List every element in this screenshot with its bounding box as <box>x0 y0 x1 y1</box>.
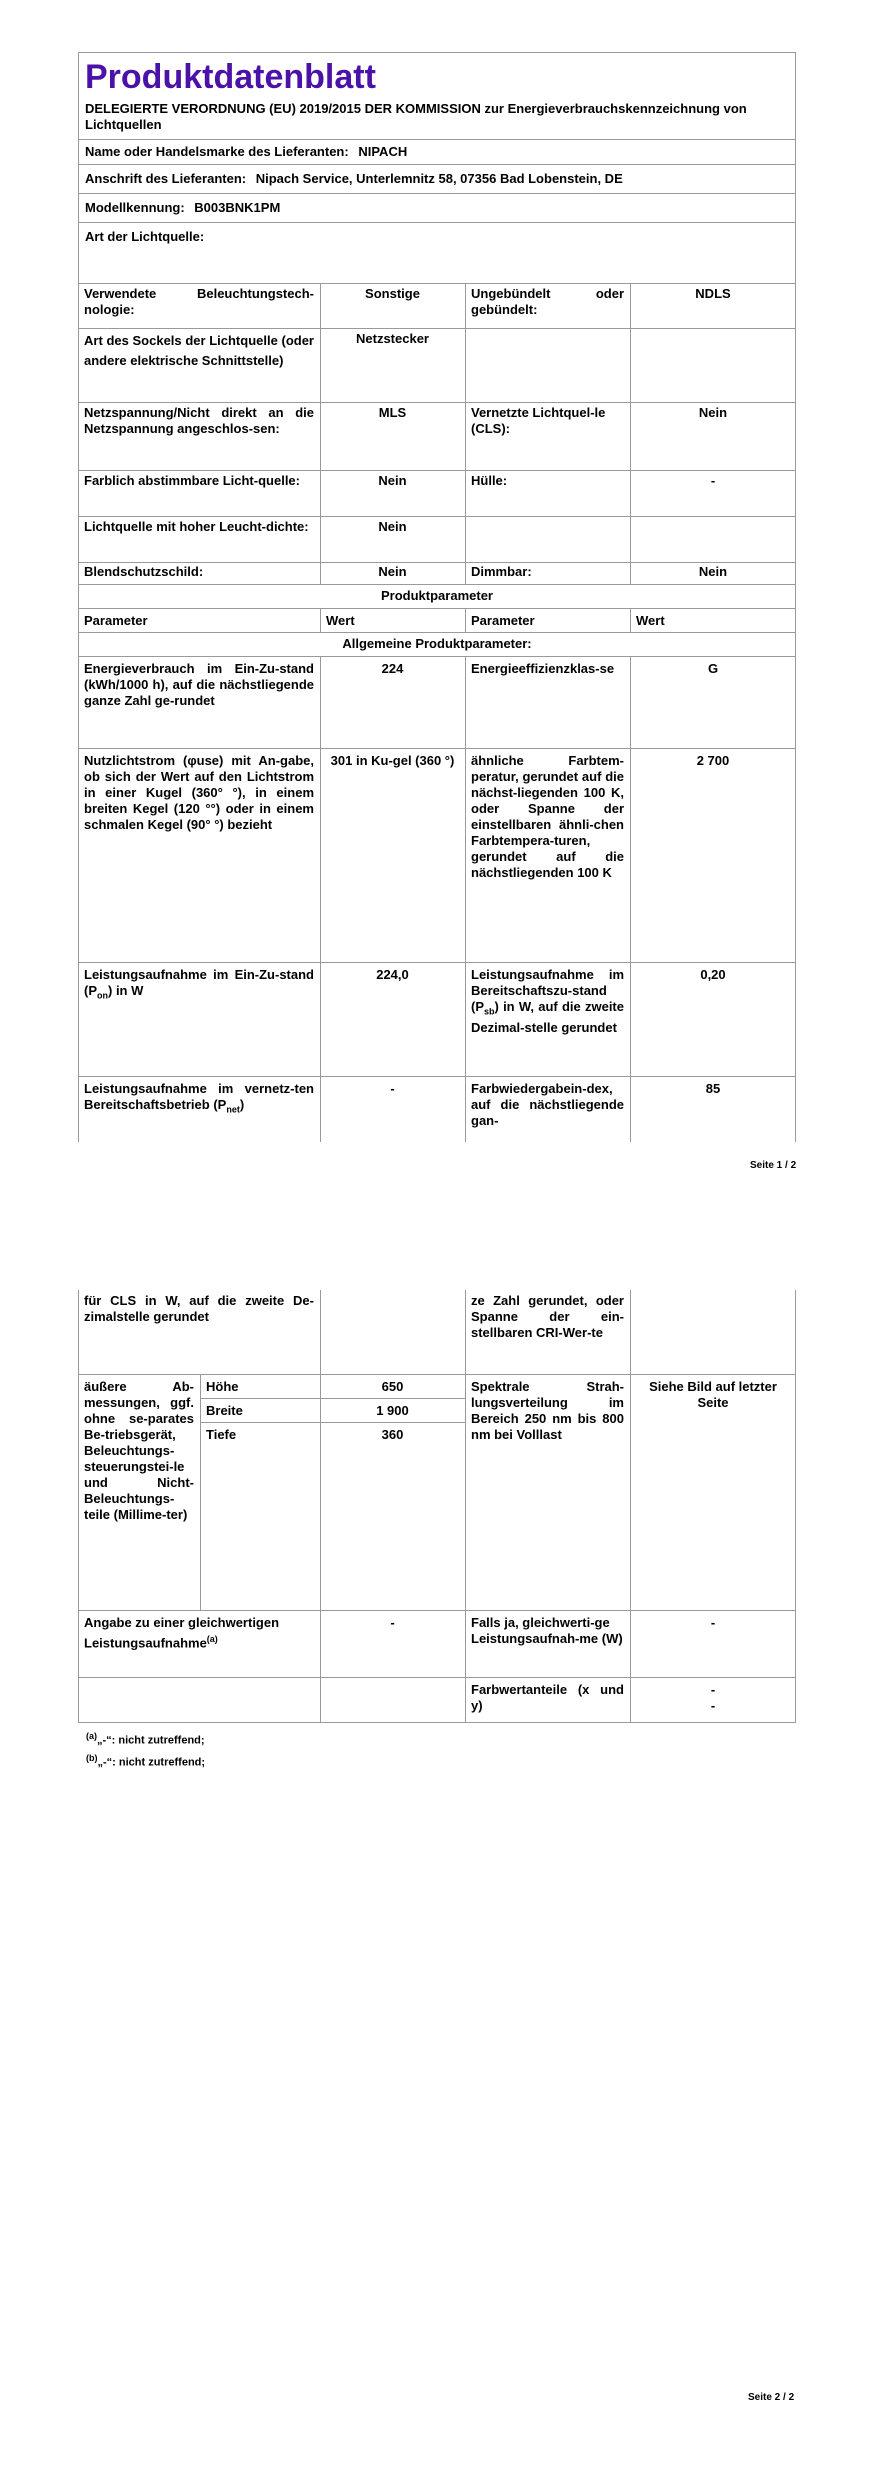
cri-label-cont: ze Zahl gerundet, oder Spanne der ein-stellbaren CRI-Wer-te <box>471 1293 624 1340</box>
bundled-label: Ungebündelt oder gebündelt: <box>471 286 624 317</box>
depth-label: Tiefe <box>206 1427 237 1442</box>
pon-value: 224,0 <box>376 967 409 982</box>
col-value-1: Wert <box>326 613 355 628</box>
address-value: Nipach Service, Unterlemnitz 58, 07356 Bad Lobenstein, DE <box>255 171 623 186</box>
supplier-value: NIPACH <box>358 144 408 159</box>
socket-value: Netzstecker <box>356 331 429 346</box>
type-label: Art der Lichtquelle: <box>85 229 205 244</box>
regulation-text: DELEGIERTE VERORDNUNG (EU) 2019/2015 DER KOMMISSION zur Energieverbrauchskennzeichnung von Lichtquellen <box>85 101 747 132</box>
chroma-label: Farbwertanteile (x und y) <box>471 1682 624 1713</box>
glare-value: Nein <box>378 564 407 579</box>
cct-label: ähnliche Farbtem-peratur, gerundet auf die nächst-liegenden 100 K, oder Spanne der einstellbaren ähnli-chen Farbtempera-turen, gerundet auf die nächstliegenden 100 K <box>471 753 624 880</box>
dim-label: Dimmbar: <box>471 564 532 579</box>
pon-label: Leistungsaufnahme im Ein-Zu-stand $(P_{on})$ in W <box>84 967 314 1001</box>
width-value: 1 900 <box>376 1403 409 1418</box>
footnote-b: $^{(b)}$„-“: nicht zutreffend; <box>86 1753 206 1769</box>
page-number-2: Seite 2 / 2 <box>748 2392 795 2403</box>
height-value: 650 <box>381 1379 404 1394</box>
bundled-value: NDLS <box>695 286 731 301</box>
psb-value: 0,20 <box>700 967 726 982</box>
model-value: B003BNK1PM <box>194 200 281 215</box>
address-row <box>79 164 795 193</box>
spd-value: Siehe Bild auf letzter Seite <box>649 1379 777 1410</box>
height-label: Höhe <box>206 1379 239 1394</box>
chroma-value-1: - <box>710 1682 716 1697</box>
col-param-2: Parameter <box>471 613 535 628</box>
equiv-value: - <box>390 1615 395 1630</box>
footnote-a: $^{(a)}$„-“: nicht zutreffend; <box>86 1731 205 1747</box>
hld-label: Lichtquelle mit hoher Leucht-dichte: <box>84 519 309 534</box>
supplier-row <box>79 139 795 164</box>
model-label: Modellkennung: <box>85 200 185 215</box>
tech-value: Sonstige <box>365 286 420 301</box>
section-product-params: Produktparameter <box>381 588 493 603</box>
energy-value: 224 <box>381 661 404 676</box>
equiv-w-label: Falls ja, gleichwerti-ge Leistungsaufnah-me (W) <box>471 1615 623 1646</box>
cct-value: 2 700 <box>696 753 730 768</box>
pnet-value: - <box>390 1081 395 1096</box>
equiv-label: Angabe zu einer gleichwertigen Leistungsaufnahme$^{(a)}$ <box>84 1615 280 1651</box>
col-value-2: Wert <box>636 613 665 628</box>
tunable-label: Farblich abstimmbare Licht-quelle: <box>84 473 300 488</box>
width-label: Breite <box>206 1403 243 1418</box>
col-param-1: Parameter <box>84 613 148 628</box>
efficiency-value: G <box>707 661 719 676</box>
section-general-params: Allgemeine Produktparameter: <box>342 636 532 651</box>
supplier-label: Name oder Handelsmarke des Lieferanten: <box>85 144 349 159</box>
flux-label: Nutzlichtstrom (φuse) mit An-gabe, ob sich der Wert auf den Lichtstrom in einer Kugel (360° °), in einem breiten Kegel (120 °°) oder in einem schmalen Kegel (90° °) bezieht <box>84 753 314 832</box>
envelope-value: - <box>710 473 716 488</box>
tech-label: Verwendete Beleuchtungstech-nologie: <box>84 286 314 317</box>
mains-value: MLS <box>378 405 407 420</box>
hld-value: Nein <box>378 519 407 534</box>
glare-label: Blendschutzschild: <box>84 564 204 579</box>
cri-value: 85 <box>705 1081 721 1096</box>
dim-value: Nein <box>698 564 728 579</box>
page-title: Produktdatenblatt <box>85 58 376 96</box>
dimensions-label: äußere Ab-messungen, ggf. ohne se-parates Be-triebsgerät, Beleuchtungs-steuerungstei-le und Nicht-Beleuchtungs-teile (Millime-ter) <box>84 1379 194 1522</box>
flux-value: 301 in Ku-gel (360 °) <box>330 753 455 768</box>
address-label: Anschrift des Lieferanten: <box>85 171 247 186</box>
type-row <box>79 222 795 251</box>
tunable-value: Nein <box>378 473 407 488</box>
energy-label: Energieverbrauch im Ein-Zu-stand (kWh/1000 h), auf die nächstliegende ganze Zahl ge-rundet <box>84 661 314 708</box>
cri-label: Farbwiedergabein-dex, auf die nächstliegende gan- <box>471 1081 624 1128</box>
psb-label: Leistungsaufnahme im Bereitschaftszu-stand $(P_{sb})$ in W, auf die zweite Dezimal-stelle gerundet <box>471 967 624 1035</box>
pnet-label: Leistungsaufnahme im vernetz-ten Bereitschaftsbetrieb $(P_{net})$ <box>84 1081 314 1115</box>
page-number-1: Seite 1 / 2 <box>750 1160 797 1171</box>
equiv-w-value: - <box>710 1615 716 1630</box>
chroma-value-2: - <box>710 1698 716 1713</box>
depth-value: 360 <box>381 1427 404 1442</box>
spd-label: Spektrale Strah-lungsverteilung im Bereich 250 nm bis 800 nm bei Volllast <box>471 1379 624 1442</box>
efficiency-label: Energieeffizienzklas-se <box>471 661 615 676</box>
envelope-label: Hülle: <box>471 473 508 488</box>
model-row <box>79 193 795 222</box>
cls-value: Nein <box>698 405 728 420</box>
socket-label: Art des Sockels der Lichtquelle (oder andere elektrische Schnittstelle) <box>84 333 314 368</box>
mains-label: Netzspannung/Nicht direkt an die Netzspannung angeschlos-sen: <box>84 405 314 436</box>
cls-label: Vernetzte Lichtquel-le (CLS): <box>471 405 606 436</box>
pnet-label-cont: für CLS in W, auf die zweite De-zimalstelle gerundet <box>84 1293 314 1324</box>
